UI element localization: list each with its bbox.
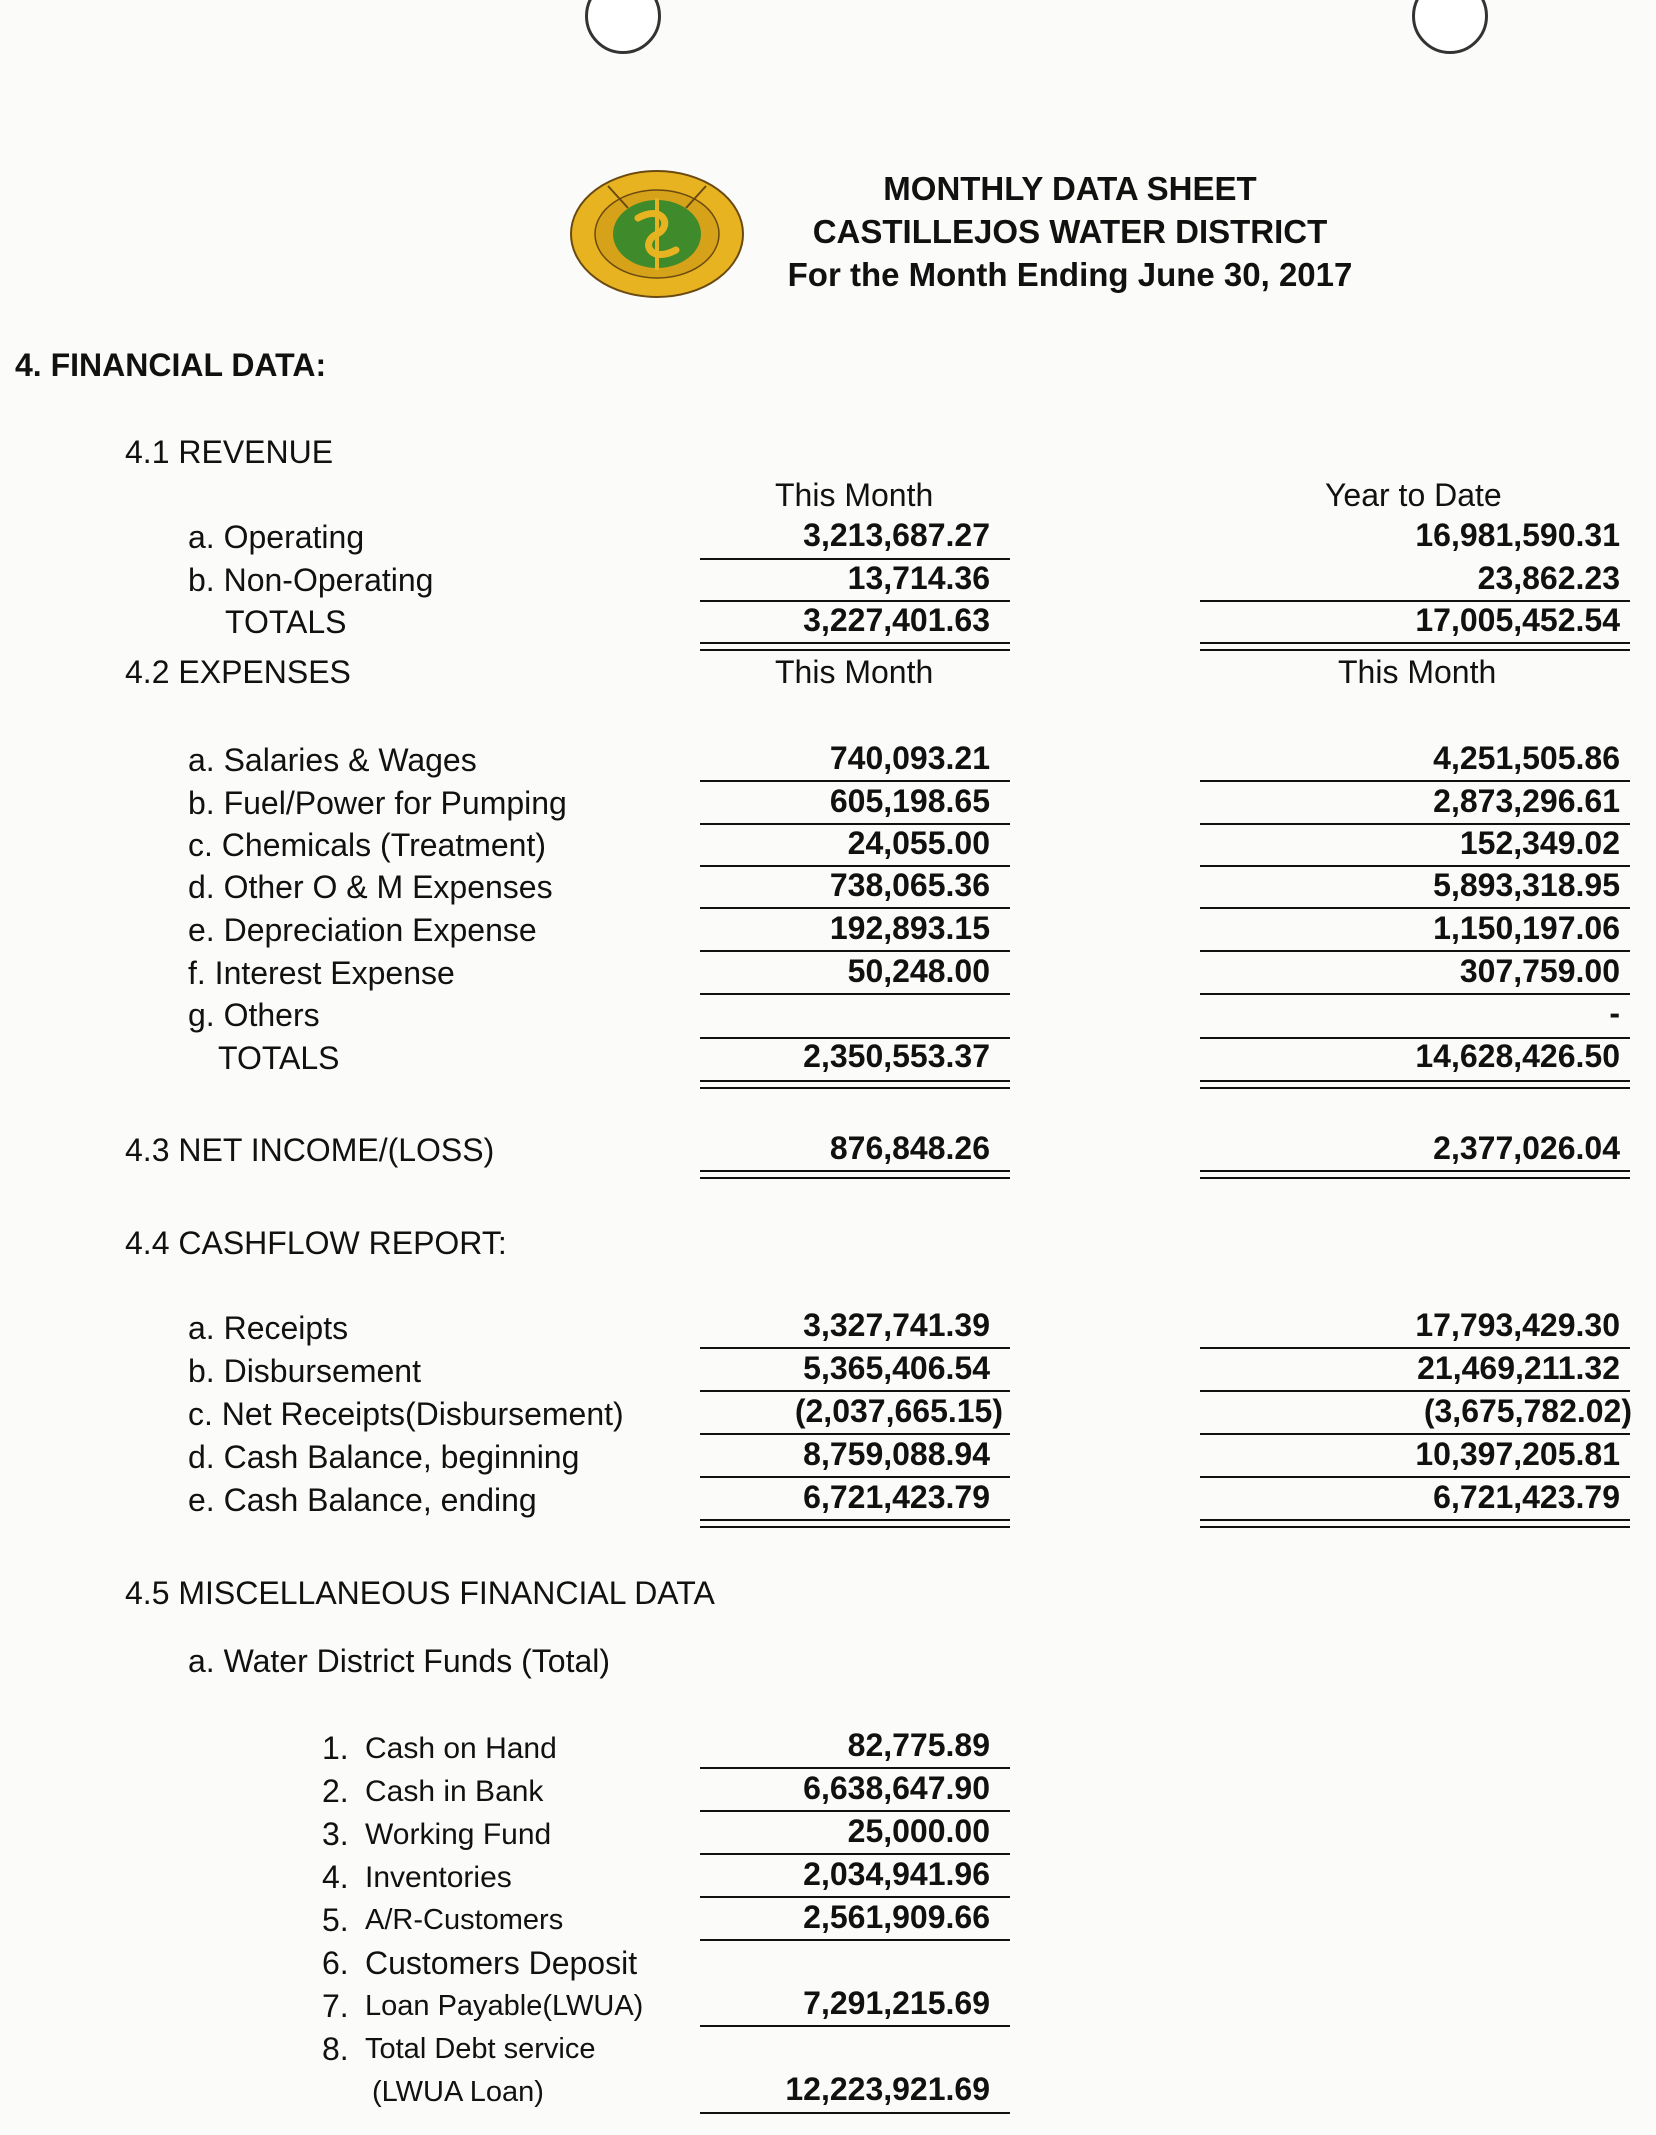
expense-row-month: 24,055.00 [847, 825, 990, 861]
rule [700, 907, 1010, 909]
expense-row-month: 605,198.65 [829, 783, 990, 819]
rule [700, 1390, 1010, 1392]
double-rule [1200, 642, 1630, 651]
fund-no: 4. [322, 1859, 349, 1895]
revenue-row-month: 3,213,687.27 [803, 517, 990, 553]
fund-value: 25,000.00 [847, 1813, 990, 1849]
rule [1200, 1476, 1630, 1478]
double-rule [1200, 1519, 1630, 1528]
rule [1200, 1433, 1630, 1435]
misc-heading: 4.5 MISCELLANEOUS FINANCIAL DATA [125, 1575, 715, 1611]
fund-no: 3. [322, 1816, 349, 1852]
rule [700, 950, 1010, 952]
double-rule [1200, 1080, 1630, 1089]
double-rule [700, 1519, 1010, 1528]
expense-row-ytd: - [1609, 995, 1620, 1031]
fund-label: Cash on Hand [365, 1732, 557, 1765]
fund-label: Loan Payable(LWUA) [365, 1990, 644, 2022]
cashflow-row-ytd: 17,793,429.30 [1415, 1307, 1620, 1343]
section-title: 4. FINANCIAL DATA: [15, 347, 327, 383]
fund-label: Working Fund [365, 1818, 552, 1851]
rule [700, 780, 1010, 782]
cashflow-row-month: 6,721,423.79 [803, 1479, 990, 1515]
expenses-col-ytd: This Month [1338, 654, 1497, 690]
expense-row-month: 740,093.21 [829, 740, 990, 776]
rule [700, 1896, 1010, 1898]
cashflow-row-ytd: 6,721,423.79 [1433, 1479, 1620, 1515]
fund-label: Cash in Bank [365, 1775, 544, 1808]
cashflow-row-label: e. Cash Balance, ending [188, 1482, 537, 1518]
fund-label: A/R-Customers [365, 1904, 564, 1936]
expense-row-label: c. Chemicals (Treatment) [188, 827, 546, 863]
fund-no: 5. [322, 1902, 349, 1938]
revenue-row-label: a. Operating [188, 519, 365, 555]
expenses-total-ytd: 14,628,426.50 [1415, 1038, 1620, 1074]
revenue-heading: 4.1 REVENUE [125, 434, 334, 470]
rule [1200, 1390, 1630, 1392]
fund-value: 2,561,909.66 [803, 1899, 990, 1935]
revenue-row-label: b. Non-Operating [188, 562, 434, 598]
rule [700, 1853, 1010, 1855]
expenses-heading: 4.2 EXPENSES [125, 654, 351, 690]
fund-no: 1. [322, 1730, 349, 1766]
rule [700, 1767, 1010, 1769]
expense-row-label: b. Fuel/Power for Pumping [188, 785, 567, 821]
fund-no: 2. [322, 1773, 349, 1809]
double-rule [700, 642, 1010, 651]
punch-hole-left [585, 0, 661, 54]
rule [700, 993, 1010, 995]
net-income-ytd: 2,377,026.04 [1433, 1130, 1620, 1166]
cashflow-row-label: a. Receipts [188, 1310, 349, 1346]
fund-value: 6,638,647.90 [803, 1770, 990, 1806]
rule [700, 1939, 1010, 1941]
expense-row-label: e. Depreciation Expense [188, 912, 537, 948]
fund-value: 7,291,215.69 [803, 1985, 990, 2021]
fund-no: 7. [322, 1988, 349, 2024]
revenue-col-ytd: Year to Date [1325, 477, 1502, 513]
revenue-col-month: This Month [775, 477, 934, 513]
cashflow-row-label: c. Net Receipts(Disbursement) [188, 1396, 624, 1432]
rule [1200, 907, 1630, 909]
cashflow-row-ytd: 21,469,211.32 [1417, 1350, 1620, 1386]
cashflow-row-ytd: (3,675,782.02) [1423, 1393, 1632, 1429]
revenue-total-label: TOTALS [225, 604, 347, 640]
expenses-total-label: TOTALS [218, 1040, 340, 1076]
expense-row-ytd: 4,251,505.86 [1433, 740, 1620, 776]
expense-row-ytd: 307,759.00 [1459, 953, 1620, 989]
expense-row-ytd: 5,893,318.95 [1433, 867, 1620, 903]
debt-service-value: 12,223,921.69 [785, 2071, 990, 2107]
double-rule [700, 1080, 1010, 1089]
revenue-total-ytd: 17,005,452.54 [1415, 602, 1620, 638]
punch-hole-right [1412, 0, 1488, 54]
rule [1200, 780, 1630, 782]
expenses-col-month: This Month [775, 654, 934, 690]
cashflow-row-month: 3,327,741.39 [803, 1307, 990, 1343]
fund-value: 2,034,941.96 [803, 1856, 990, 1892]
expense-row-label: a. Salaries & Wages [188, 742, 477, 778]
cashflow-row-month: (2,037,665.15) [794, 1393, 1003, 1429]
report-period: For the Month Ending June 30, 2017 [787, 256, 1353, 293]
misc-subheading: a. Water District Funds (Total) [188, 1643, 611, 1679]
rule [1200, 1347, 1630, 1349]
fund-no: 6. [322, 1945, 349, 1981]
cashflow-row-label: d. Cash Balance, beginning [188, 1439, 580, 1475]
expense-row-ytd: 1,150,197.06 [1433, 910, 1620, 946]
rule [700, 1347, 1010, 1349]
rule [1200, 950, 1630, 952]
fund-label-continued: (LWUA Loan) [372, 2076, 544, 2108]
expense-row-ytd: 152,349.02 [1459, 825, 1620, 861]
cashflow-row-month: 5,365,406.54 [803, 1350, 990, 1386]
district-name: CASTILLEJOS WATER DISTRICT [812, 213, 1328, 250]
cashflow-row-month: 8,759,088.94 [803, 1436, 990, 1472]
fund-label: Inventories [365, 1861, 512, 1894]
double-rule [1200, 1170, 1630, 1179]
cashflow-row-ytd: 10,397,205.81 [1415, 1436, 1620, 1472]
rule [700, 2112, 1010, 2114]
expense-row-label: d. Other O & M Expenses [188, 869, 553, 905]
expense-row-month: 50,248.00 [847, 953, 990, 989]
fund-label: Total Debt service [365, 2033, 596, 2065]
rule [700, 2025, 1010, 2027]
revenue-row-ytd: 16,981,590.31 [1415, 517, 1620, 553]
net-income-label: 4.3 NET INCOME/(LOSS) [125, 1132, 495, 1168]
expense-row-label: f. Interest Expense [188, 955, 455, 991]
expense-row-label: g. Others [188, 997, 320, 1033]
expense-row-month: 738,065.36 [829, 867, 990, 903]
revenue-row-month: 13,714.36 [847, 560, 990, 596]
rule [700, 1810, 1010, 1812]
fund-value: 82,775.89 [847, 1727, 990, 1763]
revenue-row-ytd: 23,862.23 [1477, 560, 1620, 596]
expense-row-month: 192,893.15 [829, 910, 990, 946]
expenses-total-month: 2,350,553.37 [803, 1038, 990, 1074]
revenue-total-month: 3,227,401.63 [803, 602, 990, 638]
fund-no: 8. [322, 2031, 349, 2067]
double-rule [700, 1170, 1010, 1179]
rule [700, 1433, 1010, 1435]
fund-label: Customers Deposit [365, 1945, 638, 1981]
expense-row-ytd: 2,873,296.61 [1433, 783, 1620, 819]
rule [700, 1476, 1010, 1478]
cashflow-row-label: b. Disbursement [188, 1353, 421, 1389]
cashflow-heading: 4.4 CASHFLOW REPORT: [125, 1225, 507, 1261]
sheet-title: MONTHLY DATA SHEET [883, 170, 1257, 207]
net-income-month: 876,848.26 [829, 1130, 990, 1166]
